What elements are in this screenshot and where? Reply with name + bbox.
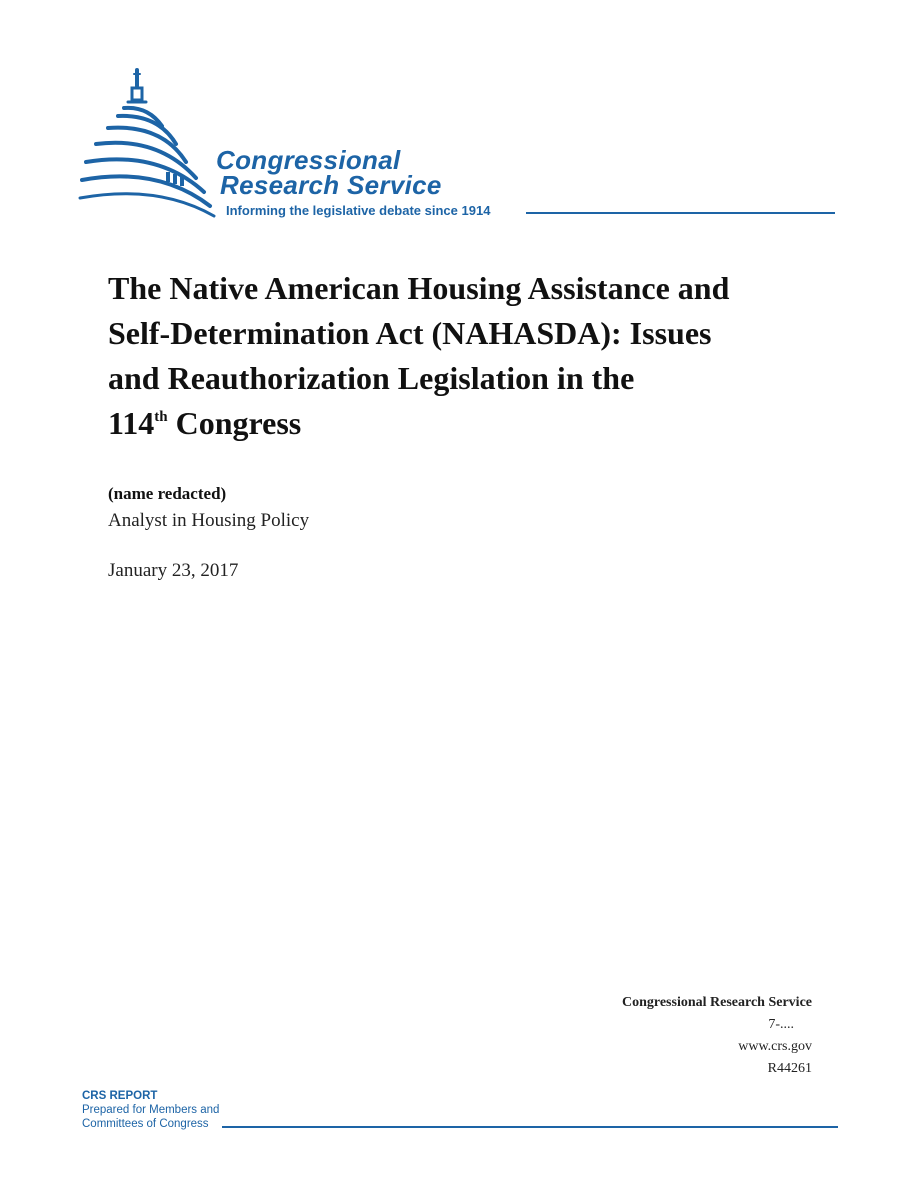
title-congress-number: 114	[108, 405, 155, 441]
title-line-3: and Reauthorization Legislation in the	[108, 360, 635, 396]
logo-text-congressional: Congressional	[216, 145, 401, 175]
header-rule	[526, 212, 835, 214]
capitol-dome-icon	[78, 66, 218, 222]
title-line-1: The Native American Housing Assistance and	[108, 270, 730, 306]
report-number: R44261	[767, 1061, 812, 1076]
logo-text-research-service: Research Service	[220, 170, 442, 200]
report-title	[108, 266, 828, 446]
crs-logo	[78, 66, 838, 222]
title-ordinal-suffix: th	[154, 409, 168, 425]
footer-rule	[222, 1126, 838, 1128]
crs-code: 7-....	[768, 1017, 794, 1032]
logo-tagline: Informing the legislative debate since 1914	[226, 203, 491, 218]
crs-org-name: Congressional Research Service	[621, 995, 812, 1010]
footer-line-2: Committees of Congress	[82, 1118, 209, 1130]
crs-info-block	[622, 992, 812, 1080]
author-role: Analyst in Housing Policy	[108, 510, 310, 531]
footer-label: CRS REPORT	[82, 1090, 158, 1102]
title-congress-word: Congress	[167, 405, 302, 441]
footer	[82, 1090, 838, 1130]
report-date: January 23, 2017	[108, 560, 239, 581]
author-name: (name redacted)	[108, 484, 227, 503]
crs-website-link[interactable]: www.crs.gov	[738, 1039, 812, 1054]
title-line-2: Self-Determination Act (NAHASDA): Issues	[108, 315, 712, 351]
footer-line-1: Prepared for Members and	[82, 1104, 220, 1116]
